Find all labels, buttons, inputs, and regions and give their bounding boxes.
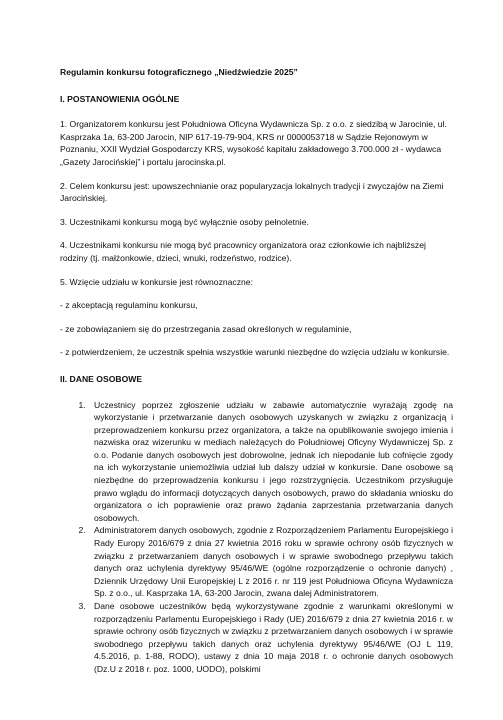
section-heading-general: I. POSTANOWIENIA OGÓLNE — [60, 93, 180, 104]
paragraph-bullet-acceptance: - z akceptacją regulaminu konkursu, — [60, 300, 198, 311]
list-item: 3. Dane osobowe uczestników będą wykorzystywane zgodnie z warunkami określonymi w rozporządzeniu Parlamentu Europejskiego i Rady (UE) 2016/679 z dnia 27 kwietnia 2016 r. w sprawie ochrony osób fizycznych w związku z przetwarzaniem danych osobowych i w sprawie swobodnego przepływu takich danych oraz uchylenia dyrektywy 95/46/WE (OJ L 119, 4.5.2016, p. 1-88, RODO), ustawy z dnia 10 maja 2018 r. o ochronie danych osobowych (Dz.U z 2018 r. poz. 1000, UODO), polskimi — [88, 600, 453, 676]
personal-data-list — [60, 399, 453, 676]
paragraph-purpose: 2. Celem konkursu jest: upowszechnianie oraz popularyzacja lokalnych tradycji i zwyczajów na Ziemi Jarocińskiej. — [60, 180, 444, 204]
section-heading-personal-data: II. DANE OSOBOWE — [60, 373, 143, 384]
paragraph-exclusions: 4. Uczestnikami konkursu nie mogą być pracownicy organizatora oraz członkowie ich najbliższej rodziny (tj. małżonkowie, dzieci, wnuki, rodzeństwo, rodzice). — [60, 240, 426, 263]
document-title: Regulamin konkursu fotograficznego „Niedźwiedzie 2025” — [60, 67, 298, 77]
paragraph-organizer: 1. Organizatorem konkursu jest Południowa Oficyna Wydawnicza Sp. z o.o. z siedzibą w Jarocinie, ul. Kasprzaka 1a, 63-200 Jarocin, NIP 617-19-79-904, KRS nr 0000053718 w Sądzie Rejonowym w Poznaniu, XXII Wydział Gospodarczy KRS, wysokość kapitału zakładowego 3.700.000 zł - wydawca „Gazety Jarocińskiej” i portalu jarocinska.pl. — [60, 119, 447, 167]
list-item: 2. Administratorem danych osobowych, zgodnie z Rozporządzeniem Parlamentu Europejskiego i Rady Europy 2016/679 z dnia 27 kwietnia 2016 roku w sprawie ochrony osób fizycznych w związku z przetwarzaniem danych osobowych i w sprawie swobodnego przepływu takich danych oraz uchylenia dyrektywy 95/46/WE (ogólne rozporządzenie o ochronie danych) , Dziennik Urzędowy Unii Europejskiej L z 2016 r. nr 119 jest Południowa Oficyna Wydawnicza Sp. z o.o., ul. Kasprzaka 1A, 63-200 Jarocin, zwana dalej Administratorem. — [88, 524, 453, 600]
paragraph-bullet-confirmation: - z potwierdzeniem, że uczestnik spełnia wszystkie warunki niezbędne do wzięcia udziału w konkursie. — [60, 347, 450, 358]
paragraph-participation: 5. Wzięcie udziału w konkursie jest równoznaczne: — [60, 276, 253, 287]
paragraph-adults-only: 3. Uczestnikami konkursu mogą być wyłącznie osoby pełnoletnie. — [60, 216, 309, 227]
list-item: 1. Uczestnicy poprzez zgłoszenie udziału w zabawie automatycznie wyrażają zgodę na wykorzystanie i przetwarzanie danych osobowych uzyskanych w związku z organizacją i przeprowadzeniem konkursu przez organizatora, a także na opublikowanie swojego imienia i nazwiska oraz wizerunku w mediach należących do Południowej Oficyny Wydawniczej Sp. z o.o. Podanie danych osobowych jest dobrowolne, jednak ich niepodanie lub cofnięcie zgody na ich wykorzystanie uniemożliwia udział lub dalszy udział w konkursie. Dane osobowe są niezbędne do przeprowadzenia konkursu i jego rozstrzygnięcia. Uczestnikom przysługuje prawo wglądu do informacji dotyczących danych osobowych, prawo do składania wniosku do organizatora o ich poprawienie oraz prawo żądania zaprzestania przetwarzania danych osobowych. — [88, 399, 453, 525]
paragraph-bullet-obligation: - ze zobowiązaniem się do przestrzegania zasad określonych w regulaminie, — [60, 323, 352, 334]
